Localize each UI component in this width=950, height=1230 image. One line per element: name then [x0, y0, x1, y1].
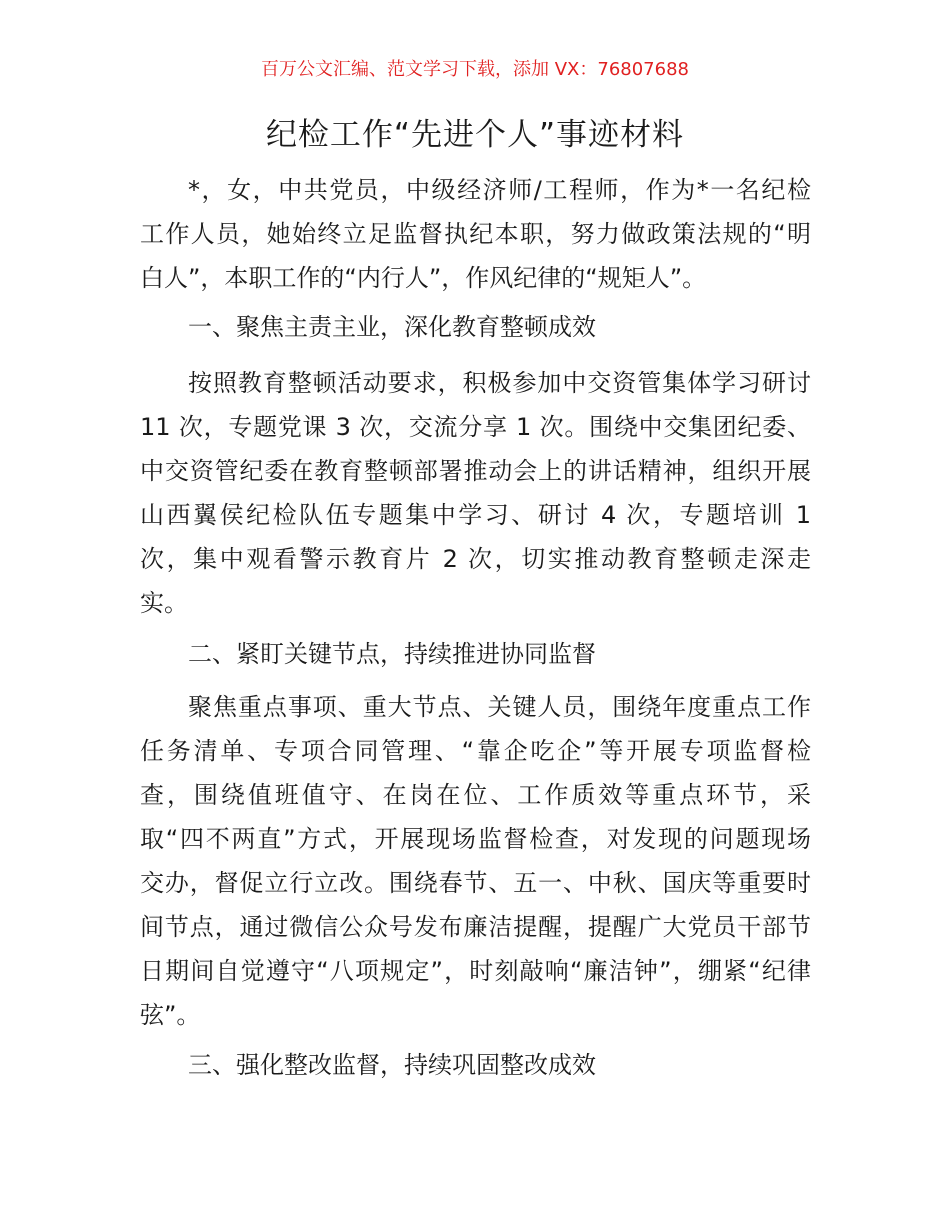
header-banner: 百万公文汇编、范文学习下载，添加 VX：76807688	[261, 59, 689, 80]
text-line: 11 次，专题党课 3 次，交流分享 1 次。围绕中交集团纪委、	[140, 413, 811, 441]
text-line: 聚焦重点事项、重大节点、关键人员，围绕年度重点工作	[188, 693, 811, 721]
text-line: 次，集中观看警示教育片 2 次，切实推动教育整顿走深走	[140, 545, 811, 573]
text-line: 日期间自觉遵守“八项规定”，时刻敲响“廉洁钟”，绷紧“纪律	[140, 957, 811, 985]
document-title: 纪检工作“先进个人”事迹材料	[265, 117, 685, 153]
text-line: 弦”。	[140, 1001, 201, 1029]
text-line: 任务清单、专项合同管理、“靠企吃企”等开展专项监督检	[140, 737, 811, 765]
text-line: *，女，中共党员，中级经济师/工程师，作为*一名纪检	[188, 176, 811, 204]
text-line: 间节点，通过微信公众号发布廉洁提醒，提醒广大党员干部节	[140, 913, 811, 941]
intro-paragraph	[140, 168, 811, 300]
text-line: 白人”，本职工作的“内行人”，作风纪律的“规矩人”。	[140, 264, 707, 292]
text-line: 按照教育整顿活动要求，积极参加中交资管集体学习研讨	[188, 369, 811, 397]
section2-paragraph	[140, 685, 811, 1037]
section-heading: 一、聚焦主责主业，深化教育整顿成效	[188, 313, 596, 341]
text-line: 交办，督促立行立改。围绕春节、五一、中秋、国庆等重要时	[140, 869, 811, 897]
text-line: 取“四不两直”方式，开展现场监督检查，对发现的问题现场	[140, 825, 811, 853]
section-heading: 三、强化整改监督，持续巩固整改成效	[188, 1051, 596, 1079]
text-line: 山西翼侯纪检队伍专题集中学习、研讨 4 次，专题培训 1	[140, 501, 811, 529]
text-line: 工作人员，她始终立足监督执纪本职，努力做政策法规的“明	[140, 220, 811, 248]
section1-paragraph	[140, 361, 811, 625]
text-line: 实。	[140, 589, 188, 617]
text-line: 中交资管纪委在教育整顿部署推动会上的讲话精神，组织开展	[140, 457, 811, 485]
section-heading: 二、紧盯关键节点，持续推进协同监督	[188, 640, 596, 668]
text-line: 查，围绕值班值守、在岗在位、工作质效等重点环节，采	[140, 781, 811, 809]
